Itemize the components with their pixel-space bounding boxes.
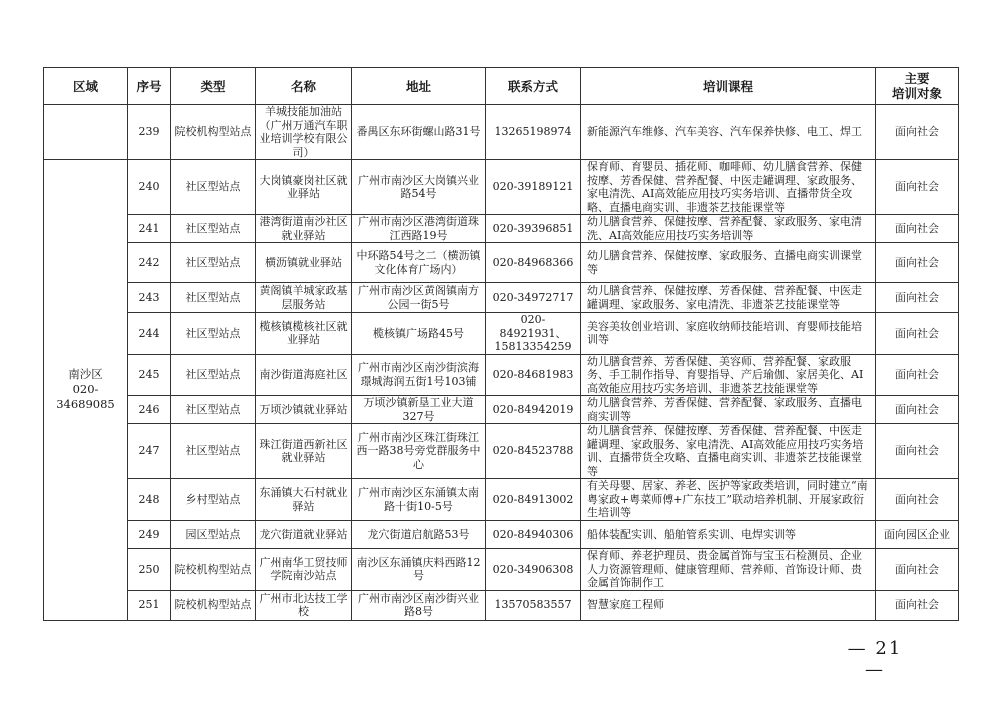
cell-contact: 020-39396851 xyxy=(486,215,581,243)
header-seq: 序号 xyxy=(128,68,171,105)
table-row xyxy=(44,243,959,283)
cell-type: 园区型站点 xyxy=(171,521,256,549)
cell-target: 面向社会 xyxy=(876,243,959,283)
cell-course: 幼儿膳食营养、芳香保健、美容师、营养配餐、家政服务、手工制作指导、育婴指导、产后瑜伽、家居美化、AI高效能应用技巧实务培训、非遗茶艺技能课堂等 xyxy=(581,354,876,396)
cell-type: 社区型站点 xyxy=(171,283,256,313)
cell-course: 幼儿膳食营养、保健按摩、芳香保健、营养配餐、中医走罐调理、家政服务、家电清洗、AI高效能应用技巧实务培训、直播带货全攻略、直播电商实训、非遗茶艺技能课堂等 xyxy=(581,424,876,479)
cell-contact: 020-84921931、15813354259 xyxy=(486,313,581,355)
table-row xyxy=(44,479,959,521)
cell-seq: 241 xyxy=(128,215,171,243)
cell-address: 广州市南沙区港湾街道珠江西路19号 xyxy=(352,215,486,243)
cell-contact: 020-84968366 xyxy=(486,243,581,283)
cell-contact: 020-34972717 xyxy=(486,283,581,313)
cell-type: 社区型站点 xyxy=(171,243,256,283)
cell-course: 保育师、养老护理员、贵金属首饰与宝玉石检测员、企业人力资源管理师、健康管理师、营养师、首饰设计师、贵金属首饰制作工 xyxy=(581,549,876,591)
cell-seq: 249 xyxy=(128,521,171,549)
cell-course: 幼儿膳食营养、保健按摩、芳香保健、营养配餐、中医走罐调理、家政服务、家电清洗、非遗茶艺技能课堂等 xyxy=(581,283,876,313)
cell-name: 港湾街道南沙社区就业驿站 xyxy=(256,215,352,243)
cell-address: 龙穴街道启航路53号 xyxy=(352,521,486,549)
cell-address: 广州市南沙区东涌镇太南路十街10-5号 xyxy=(352,479,486,521)
header-type: 类型 xyxy=(171,68,256,105)
cell-address: 广州市南沙区南沙街兴业路8号 xyxy=(352,590,486,620)
cell-address: 广州市南沙区南沙街滨海璟城海润五街1号103铺 xyxy=(352,354,486,396)
cell-name: 万顷沙镇就业驿站 xyxy=(256,396,352,424)
cell-type: 院校机构型站点 xyxy=(171,590,256,620)
cell-name: 东涌镇大石村就业驿站 xyxy=(256,479,352,521)
cell-address: 番禺区东环街螺山路31号 xyxy=(352,105,486,160)
cell-address: 南沙区东涌镇庆料西路12号 xyxy=(352,549,486,591)
region-name: 南沙区 xyxy=(68,367,103,382)
cell-course: 保育师、育婴员、插花师、咖啡师、幼儿膳食营养、保健按摩、芳香保健、营养配餐、中医走罐调理、家政服务、家电清洗、AI高效能应用技巧实务培训、直播带货全攻略、直播电商实训、非遗茶艺技能课堂等 xyxy=(581,160,876,215)
cell-course: 美容美妆创业培训、家庭收纳师技能培训、育婴师技能培训等 xyxy=(581,313,876,355)
cell-name: 横沥镇就业驿站 xyxy=(256,243,352,283)
cell-seq: 240 xyxy=(128,160,171,215)
cell-seq: 242 xyxy=(128,243,171,283)
page-number: — 21 — xyxy=(847,638,903,680)
cell-name: 羊城技能加油站（广州万通汽车职业培训学校有限公司） xyxy=(256,105,352,160)
table-row xyxy=(44,396,959,424)
cell-target: 面向社会 xyxy=(876,549,959,591)
cell-name: 黄阁镇羊城家政基层服务站 xyxy=(256,283,352,313)
header-course: 培训课程 xyxy=(581,68,876,105)
cell-course: 新能源汽车维修、汽车美容、汽车保养快修、电工、焊工 xyxy=(581,105,876,160)
table-row xyxy=(44,521,959,549)
cell-course: 幼儿膳食营养、保健按摩、营养配餐、家政服务、家电清洗、AI高效能应用技巧实务培训等 xyxy=(581,215,876,243)
header-region: 区域 xyxy=(44,68,128,105)
cell-target: 面向社会 xyxy=(876,479,959,521)
cell-address: 广州市南沙区珠江街珠江西一路38号旁党群服务中心 xyxy=(352,424,486,479)
cell-seq: 247 xyxy=(128,424,171,479)
cell-seq: 248 xyxy=(128,479,171,521)
table-row xyxy=(44,313,959,355)
cell-seq: 239 xyxy=(128,105,171,160)
cell-seq: 245 xyxy=(128,354,171,396)
table-row xyxy=(44,215,959,243)
cell-contact: 020-84681983 xyxy=(486,354,581,396)
cell-target: 面向社会 xyxy=(876,215,959,243)
header-address: 地址 xyxy=(352,68,486,105)
cell-target: 面向社会 xyxy=(876,160,959,215)
training-sites-table xyxy=(43,67,959,621)
cell-target: 面向社会 xyxy=(876,590,959,620)
cell-contact: 020-84913002 xyxy=(486,479,581,521)
cell-contact: 13265198974 xyxy=(486,105,581,160)
cell-address: 榄核镇广场路45号 xyxy=(352,313,486,355)
cell-type: 乡村型站点 xyxy=(171,479,256,521)
cell-course: 有关母婴、居家、养老、医护等家政类培训，同时建立“南粤家政+粤菜师傅+广东技工”联动培养机制、开展家政衍生培训等 xyxy=(581,479,876,521)
cell-course: 幼儿膳食营养、芳香保健、营养配餐、家政服务、直播电商实训等 xyxy=(581,396,876,424)
cell-type: 社区型站点 xyxy=(171,424,256,479)
cell-seq: 246 xyxy=(128,396,171,424)
cell-type: 院校机构型站点 xyxy=(171,105,256,160)
table-row xyxy=(44,283,959,313)
cell-name: 榄核镇榄核社区就业驿站 xyxy=(256,313,352,355)
cell-name: 大岗镇豪岗社区就业驿站 xyxy=(256,160,352,215)
region-phone: 020-34689085 xyxy=(56,382,115,412)
cell-contact: 020-84523788 xyxy=(486,424,581,479)
cell-name: 南沙街道海庭社区 xyxy=(256,354,352,396)
cell-seq: 251 xyxy=(128,590,171,620)
table-row xyxy=(44,354,959,396)
cell-target: 面向社会 xyxy=(876,313,959,355)
header-name: 名称 xyxy=(256,68,352,105)
table-row xyxy=(44,424,959,479)
header-contact: 联系方式 xyxy=(486,68,581,105)
cell-name: 龙穴街道就业驿站 xyxy=(256,521,352,549)
cell-address: 广州市南沙区黄阁镇南方公园一街5号 xyxy=(352,283,486,313)
cell-contact: 020-84942019 xyxy=(486,396,581,424)
cell-target: 面向社会 xyxy=(876,354,959,396)
cell-type: 社区型站点 xyxy=(171,313,256,355)
cell-type: 社区型站点 xyxy=(171,396,256,424)
cell-seq: 250 xyxy=(128,549,171,591)
table-row xyxy=(44,160,959,215)
cell-type: 社区型站点 xyxy=(171,354,256,396)
cell-target: 面向社会 xyxy=(876,396,959,424)
table-row xyxy=(44,549,959,591)
header-row xyxy=(44,68,959,105)
region-cell-blank xyxy=(44,105,128,160)
cell-contact: 020-34906308 xyxy=(486,549,581,591)
cell-course: 智慧家庭工程师 xyxy=(581,590,876,620)
cell-target: 面向社会 xyxy=(876,283,959,313)
cell-course: 幼儿膳食营养、保健按摩、家政服务、直播电商实训课堂等 xyxy=(581,243,876,283)
cell-address: 万顷沙镇新垦工业大道327号 xyxy=(352,396,486,424)
table-row xyxy=(44,590,959,620)
cell-type: 社区型站点 xyxy=(171,160,256,215)
cell-address: 广州市南沙区大岗镇兴业路54号 xyxy=(352,160,486,215)
header-target: 主要 培训对象 xyxy=(876,68,959,105)
cell-target: 面向社会 xyxy=(876,424,959,479)
cell-address: 中环路54号之二（横沥镇文化体育广场内） xyxy=(352,243,486,283)
cell-contact: 020-39189121 xyxy=(486,160,581,215)
cell-seq: 243 xyxy=(128,283,171,313)
cell-name: 珠江街道西新社区就业驿站 xyxy=(256,424,352,479)
cell-target: 面向园区企业 xyxy=(876,521,959,549)
cell-name: 广州南华工贸技师学院南沙站点 xyxy=(256,549,352,591)
cell-type: 社区型站点 xyxy=(171,215,256,243)
cell-contact: 13570583557 xyxy=(486,590,581,620)
cell-target: 面向社会 xyxy=(876,105,959,160)
cell-type: 院校机构型站点 xyxy=(171,549,256,591)
cell-contact: 020-84940306 xyxy=(486,521,581,549)
cell-seq: 244 xyxy=(128,313,171,355)
cell-course: 船体装配实训、船舶管系实训、电焊实训等 xyxy=(581,521,876,549)
cell-name: 广州市北达技工学校 xyxy=(256,590,352,620)
region-cell xyxy=(44,160,128,621)
table-row xyxy=(44,105,959,160)
